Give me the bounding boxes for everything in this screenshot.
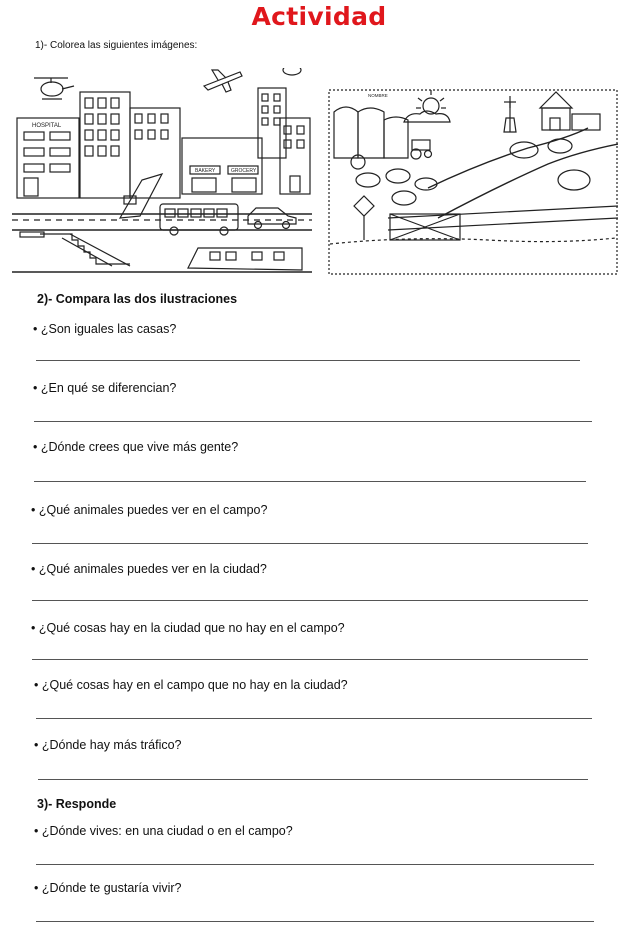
- question-item: • ¿Dónde vives: en una ciudad o en el campo?: [34, 824, 293, 838]
- question-item: • ¿Qué cosas hay en el campo que no hay en la ciudad?: [34, 678, 348, 692]
- question-item: • ¿Dónde crees que vive más gente?: [33, 440, 239, 454]
- grocery-sign: GROCERY: [231, 168, 257, 174]
- sun-icon: [416, 90, 446, 114]
- shops-building: [182, 138, 262, 194]
- question-item: • ¿Qué animales puedes ver en la ciudad?: [31, 562, 267, 576]
- answer-line[interactable]: [32, 600, 588, 601]
- question-item: • ¿Son iguales las casas?: [33, 322, 177, 336]
- windmill-icon: [504, 96, 516, 132]
- answer-line[interactable]: [32, 543, 588, 544]
- cow-icon: [356, 139, 590, 205]
- instruction-text: 1)- Colorea las siguientes imágenes:: [35, 40, 198, 51]
- tower-building: [80, 92, 130, 198]
- hospital-sign: HOSPITAL: [32, 123, 62, 129]
- cow-crossing-sign-icon: [354, 196, 374, 240]
- answer-line[interactable]: [36, 864, 594, 865]
- helicopter-icon: [34, 78, 74, 99]
- apartment-building: [258, 88, 310, 194]
- answer-line[interactable]: [36, 360, 580, 361]
- train-icon: [120, 174, 162, 218]
- stairs-icon: [40, 234, 130, 266]
- office-building: [130, 108, 180, 198]
- question-item: • ¿En qué se diferencian?: [33, 381, 177, 395]
- section-3-heading: 3)- Responde: [37, 797, 117, 811]
- fence-icon: [388, 206, 618, 240]
- answer-line[interactable]: [34, 421, 592, 422]
- question-item: • ¿Dónde hay más tráfico?: [34, 738, 182, 752]
- city-illustration: [12, 68, 312, 276]
- answer-line[interactable]: [32, 659, 588, 660]
- car-icon: [248, 208, 296, 229]
- countryside-illustration: [328, 68, 618, 276]
- hospital-building: [17, 118, 79, 198]
- answer-line[interactable]: [34, 481, 586, 482]
- question-item: • ¿Dónde te gustaría vivir?: [34, 881, 182, 895]
- balloon-icon: [283, 68, 301, 75]
- answer-line[interactable]: [36, 718, 592, 719]
- barn-icon: [540, 92, 600, 130]
- tractor-icon: [411, 140, 432, 159]
- name-label: NOMBRE: [368, 93, 388, 98]
- metro-train-icon: [188, 248, 302, 270]
- page-title: Actividad: [251, 2, 387, 31]
- answer-line[interactable]: [36, 921, 594, 922]
- answer-line[interactable]: [38, 779, 588, 780]
- bakery-sign: BAKERY: [195, 168, 216, 174]
- question-item: • ¿Qué animales puedes ver en el campo?: [31, 503, 268, 517]
- airplane-icon: [204, 70, 242, 92]
- section-2-heading: 2)- Compara las dos ilustraciones: [37, 292, 238, 306]
- silo-icon: [334, 107, 408, 158]
- question-item: • ¿Qué cosas hay en la ciudad que no hay en el campo?: [31, 621, 345, 635]
